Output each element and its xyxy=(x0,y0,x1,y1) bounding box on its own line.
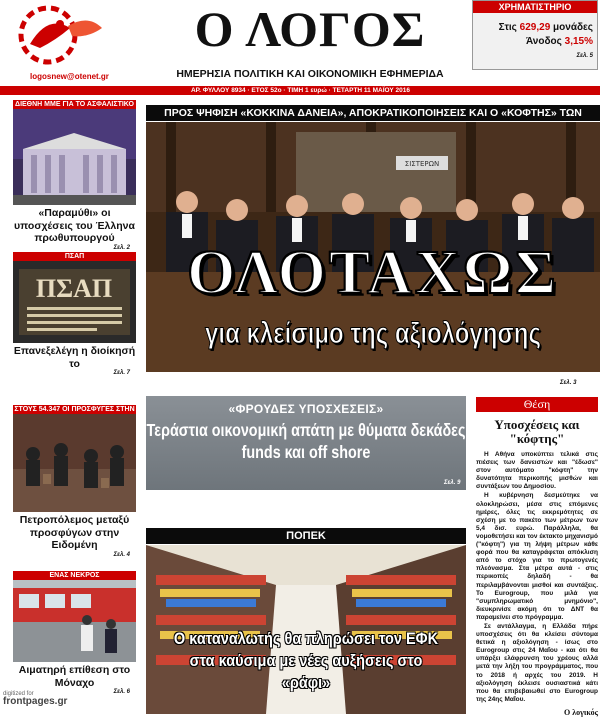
logo xyxy=(8,4,128,66)
sidebar-page: Σελ. 2 xyxy=(113,244,130,251)
psap-photo xyxy=(13,261,136,343)
munich-photo xyxy=(13,580,136,662)
svg-text:ΣΙΣΤΕΡΩΝ: ΣΙΣΤΕΡΩΝ xyxy=(404,160,440,168)
main-kicker: ΠΡΟΣ ΨΗΦΙΣΗ «ΚΟΚΚΙΝΑ ΔΑΝΕΙΑ», ΑΠΟΚΡΑΤΙΚΟΠΟΙΗΣΕΙΣ ΚΑΙ Ο «ΚΟΦΤΗΣ» ΤΩΝ xyxy=(146,105,600,121)
masthead-subtitle: ΗΜΕΡΗΣΙΑ ΠΟΛΙΤΙΚΗ ΚΑΙ ΟΙΚΟΝΟΜΙΚΗ ΕΦΗΜΕΡΙΔΑ xyxy=(176,68,444,80)
sidebar-page: Σελ. 7 xyxy=(113,370,130,376)
sidebar-story-4[interactable] xyxy=(13,571,136,695)
sidebar-title: Αιματηρή επίθεση στο Μόναχο xyxy=(18,664,131,689)
story3-label: ΠΟΠΕΚ xyxy=(146,528,466,544)
opinion-title: Υποσχέσεις και "κόφτης" xyxy=(494,417,580,446)
sidebar-story-1[interactable] xyxy=(13,100,136,251)
sidebar-header: ΠΣΑΠ xyxy=(13,252,136,261)
story2-box[interactable] xyxy=(146,396,466,490)
sidebar-header: ΕΝΑΣ ΝΕΚΡΟΣ xyxy=(13,571,136,580)
stock-page: Σελ. 5 xyxy=(576,53,593,59)
credit: digitized for frontpages.gr xyxy=(3,691,68,707)
stock-level: Στις 629,29 μονάδες xyxy=(498,22,593,33)
sidebar-header: ΔΙΕΘΝΗ ΜΜΕ ΓΙΑ ΤΟ ΑΣΦΑΛΙΣΤΙΚΟ xyxy=(13,100,136,109)
main-subheadline: για κλείσιμο της αξιολόγησης xyxy=(205,317,541,350)
sidebar-title: «Παραμύθι» οι υποσχέσεις του Έλληνα πρωθυπουργού xyxy=(14,207,135,244)
stock-change: Άνοδος 3,15% xyxy=(525,36,593,47)
stock-box xyxy=(472,0,598,70)
sidebar-story-2[interactable] xyxy=(13,252,136,376)
story2-page: Σελ. 9 xyxy=(444,480,461,486)
story2-text: Τεράστια οικονομική απάτη με θύματα δεκάδες funds και off shore xyxy=(146,420,466,462)
opinion-column xyxy=(476,397,598,717)
opinion-paragraph: Η κυβέρνηση δεσμεύτηκε να ολοκληρώσει, μέσα στις επόμενες ημέρες, όλες τις εκκρεμότητες σε σχέση με το πακέτο των μέτρων των 5,4 δισ. ευρώ. Παράλληλα, θα νομοθετήσει και τον έκτακτο μηχανισμό ("κόφτη") για τη λήψη μέτρων κάθε φορά που θα καταγράφεται απόκλιση από το στόχο για το πρωτογενές πλεόνασμα. Στα μέτρα αυτά - στις περικοπές δηλαδή - θα περιλαμβάνονται μισθοί και συντάξεις. Το Eurogroup, που μιλά για "συμπληρωματικό μνημόνιο", διευκρινίσε ακόμη ότι το ΔΝΤ θα παραμείνει στο πρόγραμμα. xyxy=(476,492,598,621)
sidebar-title: Πετροπόλεμος μεταξύ προσφύγων στην Ειδομένη xyxy=(19,514,130,551)
masthead-title: Ο ΛΟΓΟΣ xyxy=(194,1,426,57)
main-page-ref: Σελ. 3 xyxy=(560,380,577,386)
opinion-body xyxy=(476,451,598,704)
story3-text: Ο καταναλωτής θα πληρώσει τον ΕΦΚ στα καύσιμα με νέες αυξήσεις στο «ράφι» xyxy=(173,630,439,692)
opinion-paragraph: Σε αντάλλαγμα, η Ελλάδα πήρε υποσχέσεις ότι θα κλείσει σύντομα θετικά η αξιολόγηση - ίσως στο Eurogroup στις 24 Μαΐου - και ότι θα υπάρξει ελάφρυνση του χρέους αλλά μετά την λήξη του προγράμματος, που το 2018 ή αρχές του 2019. Η αξιολόγηση έκλεισε ουσιαστικά κάτι που θα επιβεβαιωθεί στο Eurogroup της 24ης Μαΐου. xyxy=(476,622,598,703)
opinion-author: Ο λογικός xyxy=(564,707,598,717)
svg-text:ΠΣΑΠ: ΠΣΑΠ xyxy=(35,274,113,303)
masthead-email[interactable]: logosnew@otenet.gr xyxy=(30,72,109,81)
idomeni-photo xyxy=(13,414,136,512)
sidebar-page: Σελ. 4 xyxy=(113,551,130,558)
parliament-photo xyxy=(13,109,136,205)
sidebar-page: Σελ. 6 xyxy=(113,689,130,695)
opinion-paragraph: Η Αθήνα υποκύπτει τελικά στις πιέσεις των δανειστών και "έδωσε" στον αυτόματο "κόφτη" την δυνατότητα περικοπής μισθών και συντάξεων του Δημοσίου. xyxy=(476,451,598,491)
story2-label: «ΦΡΟΥΔΕΣ ΥΠΟΣΧΕΣΕΙΣ» xyxy=(228,402,384,416)
main-headline: ΟΛΟΤΑΧΩΣ xyxy=(187,239,559,307)
sidebar-header: ΣΤΟΥΣ 54.347 ΟΙ ΠΡΟΣΦΥΓΕΣ ΣΤΗΝ xyxy=(14,406,135,413)
issue-line: ΑΡ. ΦΥΛΛΟΥ 8934 · ΕΤΟΣ 52ο · ΤΙΜΗ 1 ευρώ · ΤΕΤΑΡΤΗ 11 ΜΑΪΟΥ 2016 xyxy=(0,86,600,95)
stock-header: ΧΡΗΜΑΤΙΣΤΗΡΙΟ xyxy=(473,1,597,13)
sidebar-story-3[interactable] xyxy=(13,405,136,558)
sidebar-title: Επανεξελέγη η διοίκησή το xyxy=(13,345,136,370)
opinion-header: Θέση xyxy=(476,397,598,412)
